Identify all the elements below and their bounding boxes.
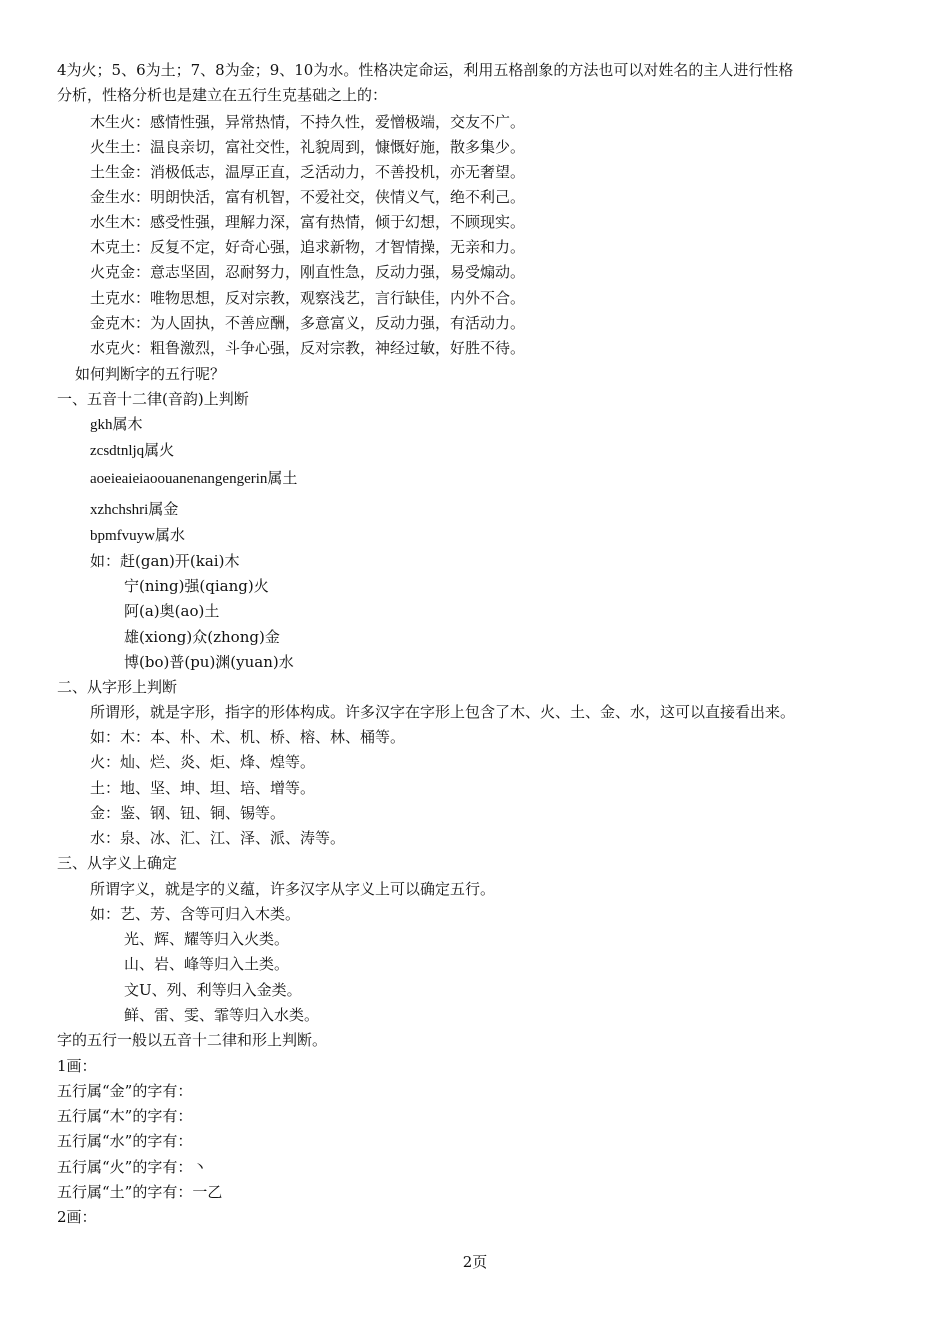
example-item: 宁(ning)强(qiang)火 [124, 577, 269, 595]
stroke-item: 五行属“金”的字有： [57, 1082, 193, 1100]
question-line: 如何判断字的五行呢？ [75, 365, 226, 383]
section-3-description: 所谓字义，就是字的义蕴，许多汉字从字义上可以确定五行。 [90, 880, 496, 898]
example-item: 博(bo)普(pu)渊(yuan)水 [124, 653, 294, 671]
example-item: 土：地、坚、坤、坦、培、增等。 [90, 779, 316, 797]
example-item: 光、辉、耀等归入火类。 [124, 930, 290, 948]
example-item: 如：艺、芳、含等可归入木类。 [90, 905, 301, 923]
example-item: 火：灿、烂、炎、炬、烽、煌等。 [90, 753, 316, 771]
rule-item: aoeieaieiaoouanenangengerin属土 [90, 471, 298, 487]
example-item: 鲜、雷、雯、霏等归入水类。 [124, 1006, 320, 1024]
stroke-item: 五行属“土”的字有：一乙 [57, 1183, 223, 1201]
stroke-2-label: 2画： [57, 1208, 97, 1226]
example-item: 金：鉴、钢、钮、铜、锡等。 [90, 804, 286, 822]
relation-item: 木克土：反复不定，好奇心强，追求新物，才智情操，无亲和力。 [90, 238, 526, 256]
rule-item: bpmfvuyw属水 [90, 528, 185, 544]
summary-line: 字的五行一般以五音十二律和形上判断。 [57, 1031, 328, 1049]
section-2-description: 所谓形，就是字形，指字的形体构成。许多汉字在字形上包含了木、火、土、金、水，这可以直接看出来。 [90, 703, 796, 721]
relation-item: 火生土：温良亲切，富社交性，礼貌周到，慷慨好施，散多集少。 [90, 138, 526, 156]
relation-item: 金克木：为人固执，不善应酬，多意富义，反动力强，有活动力。 [90, 314, 526, 332]
rule-item: gkh属木 [90, 417, 143, 433]
example-item: 雄(xiong)众(zhong)金 [124, 628, 280, 646]
example-item: 山、岩、峰等归入土类。 [124, 955, 290, 973]
relation-item: 水生木：感受性强，理解力深，富有热情，倾于幻想，不顾现实。 [90, 213, 526, 231]
example-item: 文U、列、利等归入金类。 [124, 981, 302, 999]
example-item: 如：木：本、朴、术、机、桥、榕、林、桶等。 [90, 728, 406, 746]
page-number: 2页 [462, 1253, 488, 1271]
relation-item: 火克金：意志坚固，忍耐努力，刚直性急，反动力强，易受煽动。 [90, 263, 526, 281]
section-2-heading: 二、从字形上判断 [57, 678, 178, 696]
relation-item: 土生金：消极低志，温厚正直，乏活动力，不善投机，亦无奢望。 [90, 163, 526, 181]
intro-line-2: 分析，性格分析也是建立在五行生克基础之上的： [57, 86, 388, 104]
stroke-item: 五行属“水”的字有： [57, 1132, 193, 1150]
example-item: 如：赶(gan)开(kai)木 [90, 552, 240, 570]
example-item: 阿(a)奥(ao)土 [124, 602, 220, 620]
section-1-heading: 一、五音十二律(音韵)上判断 [57, 390, 249, 408]
intro-line-1: 4为火；5、6为土；7、8为金；9、10为水。性格决定命运，利用五格剖象的方法也可以对姓名的主人进行性格 [57, 61, 794, 79]
example-item: 水：泉、冰、汇、江、泽、派、涛等。 [90, 829, 346, 847]
stroke-item: 五行属“火”的字有：丶 [57, 1158, 208, 1176]
relation-item: 木生火：感情性强，异常热情，不持久性，爱憎极端，交友不广。 [90, 113, 526, 131]
section-3-heading: 三、从字义上确定 [57, 854, 178, 872]
relation-item: 水克火：粗鲁激烈，斗争心强，反对宗教，神经过敏，好胜不待。 [90, 339, 526, 357]
rule-item: xzhchshri属金 [90, 502, 179, 518]
relation-item: 金生水：明朗快活，富有机智，不爱社交，侠情义气，绝不利己。 [90, 188, 526, 206]
stroke-item: 五行属“木”的字有： [57, 1107, 193, 1125]
relation-item: 土克水：唯物思想，反对宗教，观察浅艺，言行缺佳，内外不合。 [90, 289, 526, 307]
rule-item: zcsdtnljq属火 [90, 443, 175, 459]
stroke-1-label: 1画： [57, 1057, 97, 1075]
